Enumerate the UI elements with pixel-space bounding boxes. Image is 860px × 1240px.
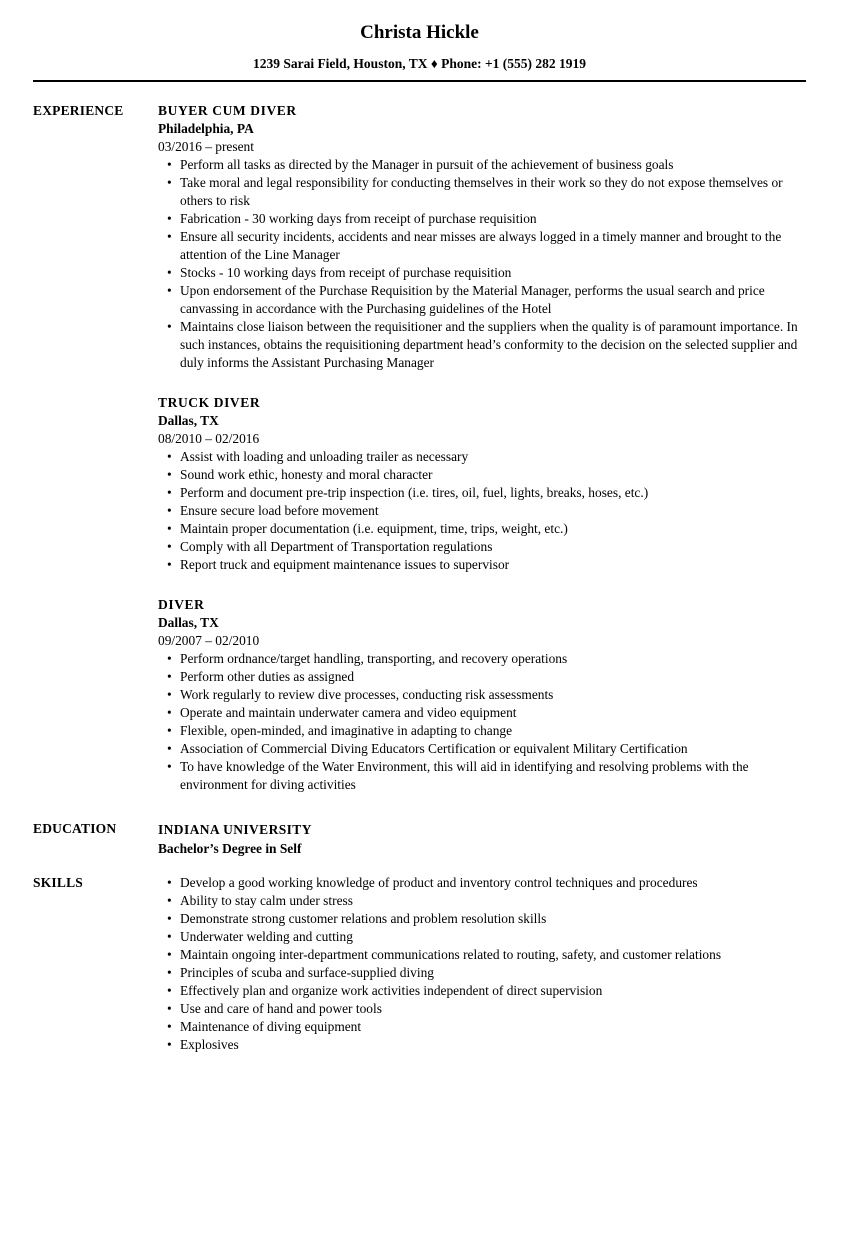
job-title: TRUCK DIVER (158, 395, 261, 410)
bullet-item: • Maintenance of diving equipment (158, 1018, 806, 1036)
bullet-item: • Perform all tasks as directed by the Manager in pursuit of the achievement of business goals (158, 156, 806, 174)
bullet-item: • Sound work ethic, honesty and moral character (158, 466, 806, 484)
job-location: Dallas, TX (158, 413, 219, 428)
job-title: BUYER CUM DIVER (158, 103, 297, 118)
bullet-item: • Maintain ongoing inter-department communications related to routing, safety, and customer relations (158, 946, 806, 964)
section-education (33, 820, 806, 858)
education-degree: Bachelor’s Degree in Self (158, 841, 302, 856)
bullet-item: • Stocks - 10 working days from receipt of purchase requisition (158, 264, 806, 282)
bullet-item: • Operate and maintain underwater camera and video equipment (158, 704, 806, 722)
bullet-item: • Take moral and legal responsibility for conducting themselves in their work so they do not expose themselves or others to risk (158, 174, 806, 210)
bullet-item: • Develop a good working knowledge of product and inventory control techniques and procedures (158, 874, 806, 892)
section-label-education: EDUCATION (33, 821, 117, 836)
bullet-item: • Demonstrate strong customer relations and problem resolution skills (158, 910, 806, 928)
bullet-item: • Explosives (158, 1036, 806, 1054)
education-school: INDIANA UNIVERSITY (158, 822, 312, 837)
section-experience (33, 102, 806, 794)
job-title: DIVER (158, 597, 205, 612)
candidate-name: Christa Hickle (360, 22, 479, 43)
bullet-item: • Ensure secure load before movement (158, 502, 806, 520)
bullet-item: • Ensure all security incidents, accidents and near misses are always logged in a timely manner and brought to the attention of the Line Manager (158, 228, 806, 264)
section-label-experience: EXPERIENCE (33, 103, 124, 118)
job-dates: 09/2007 – 02/2010 (158, 633, 260, 648)
bullet-item: • Upon endorsement of the Purchase Requisition by the Material Manager, performs the usual search and price canvassing in accordance with the Purchasing guidelines of the Hotel (158, 282, 806, 318)
bullet-item: • Comply with all Department of Transportation regulations (158, 538, 806, 556)
job-entry (158, 102, 806, 372)
job-bullets (158, 650, 806, 794)
bullet-item: • Assist with loading and unloading trailer as necessary (158, 448, 806, 466)
bullet-item: • Ability to stay calm under stress (158, 892, 806, 910)
section-label-skills: SKILLS (33, 875, 83, 890)
bullet-item: • Perform and document pre-trip inspection (i.e. tires, oil, fuel, lights, breaks, hoses, etc.) (158, 484, 806, 502)
job-location: Dallas, TX (158, 615, 219, 630)
job-bullets (158, 448, 806, 574)
education-content (158, 820, 806, 858)
bullet-item: • Principles of scuba and surface-supplied diving (158, 964, 806, 982)
skills-list (158, 874, 806, 1054)
job-bullets (158, 156, 806, 372)
bullet-item: • Perform ordnance/target handling, transporting, and recovery operations (158, 650, 806, 668)
bullet-item: • Report truck and equipment maintenance issues to supervisor (158, 556, 806, 574)
bullet-item: • Use and care of hand and power tools (158, 1000, 806, 1018)
contact-line: 1239 Sarai Field, Houston, TX ♦ Phone: +1 (555) 282 1919 (252, 56, 587, 71)
bullet-item: • Perform other duties as assigned (158, 668, 806, 686)
bullet-item: • To have knowledge of the Water Environment, this will aid in identifying and resolving problems with the environment for diving activities (158, 758, 806, 794)
bullet-item: • Flexible, open-minded, and imaginative in adapting to change (158, 722, 806, 740)
bullet-item: • Maintain proper documentation (i.e. equipment, time, trips, weight, etc.) (158, 520, 806, 538)
skills-content (158, 874, 806, 1054)
header-divider (33, 80, 806, 82)
experience-content (158, 102, 806, 794)
bullet-item: • Effectively plan and organize work activities independent of direct supervision (158, 982, 806, 1000)
job-entry (158, 596, 806, 794)
job-dates: 03/2016 – present (158, 139, 254, 154)
job-location: Philadelphia, PA (158, 121, 254, 136)
job-dates: 08/2010 – 02/2016 (158, 431, 260, 446)
job-entry (158, 394, 806, 574)
bullet-item: • Maintains close liaison between the requisitioner and the suppliers when the quality is of paramount importance. In such instances, obtains the requisitioning department head’s conformity to the decision on the selected supplier and duly informs the Assistant Purchasing Manager (158, 318, 806, 372)
bullet-item: • Fabrication - 30 working days from receipt of purchase requisition (158, 210, 806, 228)
bullet-item: • Association of Commercial Diving Educators Certification or equivalent Military Certification (158, 740, 806, 758)
bullet-item: • Underwater welding and cutting (158, 928, 806, 946)
bullet-item: • Work regularly to review dive processes, conducting risk assessments (158, 686, 806, 704)
section-skills (33, 874, 806, 1054)
